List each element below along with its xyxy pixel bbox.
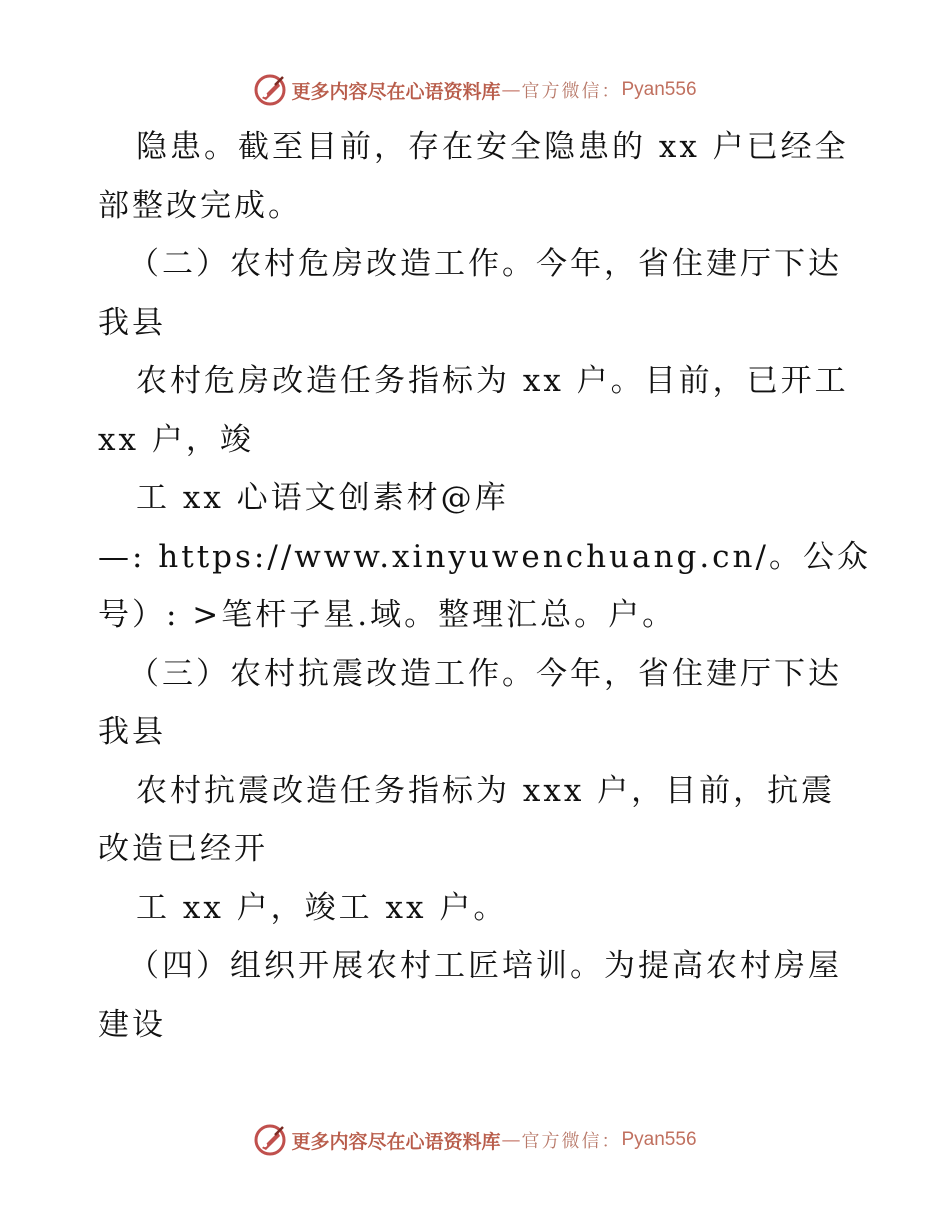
body-line-8: —: https://www.xinyuwenchuang.cn/。公众 (98, 538, 871, 575)
body-line-3: （二）农村危房改造工作。今年，省住建厅下达 (128, 246, 842, 282)
body-line-14: 工 xx 户，竣工 xx 户。 (136, 889, 508, 926)
banner-dash: — (501, 1129, 521, 1151)
banner-dash: — (501, 79, 521, 101)
body-line-13: 改造已经开 (98, 831, 268, 867)
banner-wechat-id: Pyan556 (621, 1129, 697, 1150)
body-line-7: 工 xx 心语文创素材@库 (136, 480, 509, 516)
body-line-4: 我县 (98, 304, 166, 341)
header-watermark-banner (0, 70, 950, 110)
body-line-1: 隐患。截至目前，存在安全隐患的 xx 户已经全 (136, 129, 849, 165)
body-line-16: 建设 (98, 1006, 166, 1043)
banner-wechat-label: 官方微信： (521, 81, 622, 102)
body-line-12: 农村抗震改造任务指标为 xxx 户，目前，抗震 (136, 772, 836, 809)
quill-logo-icon (253, 1123, 287, 1157)
banner-main-text: 更多内容尽在心语资料库 (291, 1130, 501, 1153)
body-line-10: （三）农村抗震改造工作。今年，省住建厅下达 (128, 655, 842, 692)
banner-main-text: 更多内容尽在心语资料库 (291, 80, 501, 103)
banner-wechat-id: Pyan556 (621, 79, 697, 100)
body-line-2: 部整改完成。 (98, 187, 302, 224)
footer-watermark-banner (0, 1120, 950, 1160)
body-line-5: 农村危房改造任务指标为 xx 户。目前，已开工 (136, 363, 849, 399)
body-line-6: xx 户，竣 (98, 421, 254, 458)
body-line-11: 我县 (98, 714, 166, 750)
body-line-9: 号）: >笔杆子星.域。整理汇总。户。 (98, 597, 677, 633)
body-line-15: （四）组织开展农村工匠培训。为提高农村房屋 (128, 948, 842, 984)
banner-wechat-label: 官方微信： (521, 1131, 622, 1152)
document-body (98, 118, 871, 1054)
quill-logo-icon (253, 73, 287, 107)
